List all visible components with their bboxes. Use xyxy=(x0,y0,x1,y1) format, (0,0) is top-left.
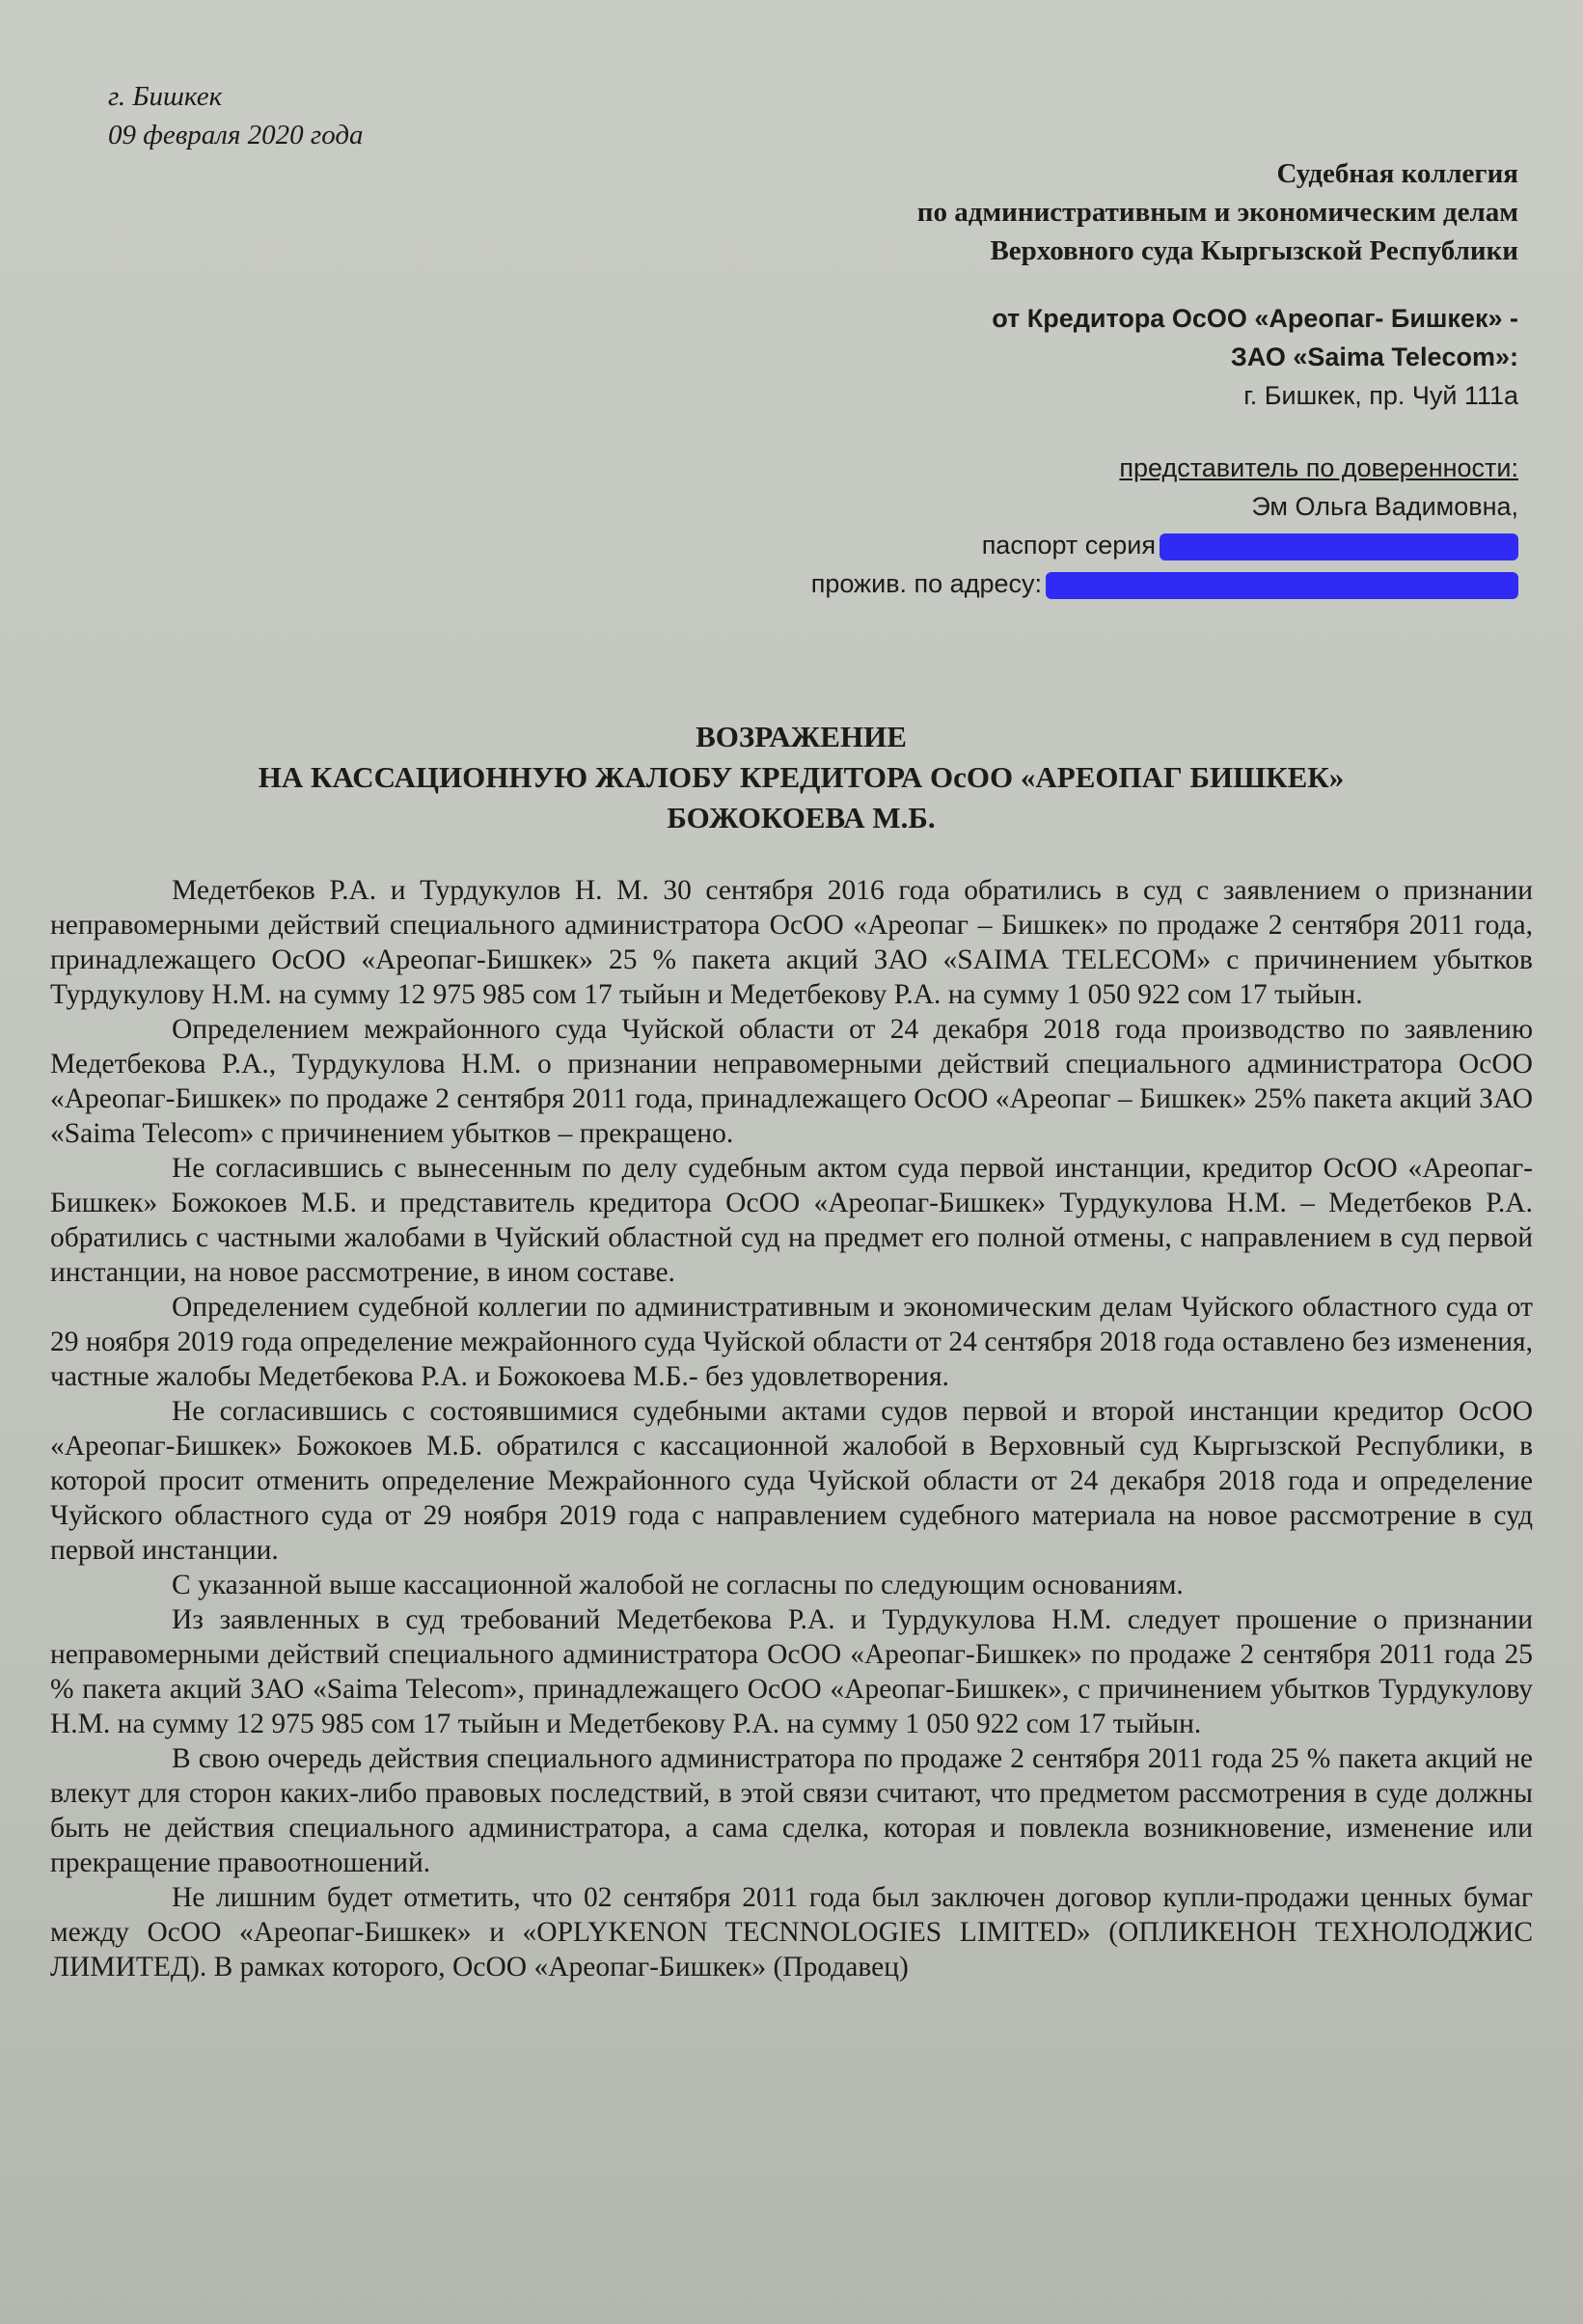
addressee-line-1: Судебная коллегия xyxy=(1276,158,1518,189)
representative-label: представитель по доверенности: xyxy=(1119,453,1518,482)
creditor-line-1: от Кредитора ОсОО «Ареопаг- Бишкек» - xyxy=(992,304,1518,333)
paragraph: Определением судебной коллегии по административным и экономическим делам Чуйского областного суда от 29 ноября 2019 года определение межрайонного суда Чуйской области от 24 сентября 2018 года оставлено без изменения, частные жалобы Медетбекова Р.А. и Божокоева М.Б.- без удовлетворения. xyxy=(50,1292,1533,1392)
creditor-address: г. Бишкек, пр. Чуй 111а xyxy=(1243,381,1518,410)
addressee-block xyxy=(917,154,1518,270)
document-date: 09 февраля 2020 года xyxy=(108,120,364,150)
paragraph: Медетбеков Р.А. и Турдукулов Н. М. 30 сентября 2016 года обратились в суд с заявлением о признании неправомерными действий специального администратора ОсОО «Ареопаг – Бишкек» по продаже 2 сентября 2011 года, принадлежащего ОсОО «Ареопаг-Бишкек» 25 % пакета акций ЗАО «SAIMA TELECOM» с причинением убытков Турдукулову Н.М. на сумму 12 975 985 сом 17 тыйын и Медетбекову Р.А. на сумму 1 050 922 сом 17 тыйын. xyxy=(50,875,1533,1010)
addressee-line-3: Верховного суда Кыргызской Республики xyxy=(990,235,1518,266)
representative-block xyxy=(811,449,1518,603)
address-row xyxy=(811,564,1518,603)
address-label: прожив. по адресу: xyxy=(810,569,1042,598)
paragraph: В свою очередь действия специального администратора по продаже 2 сентября 2011 года 25 % пакета акций не влекут для сторон каких-либо правовых последствий, в этой связи считают, что предметом рассмотрения в суде должны быть не действия специального администратора, а сама сделка, которая и повлекла возникновение, изменение или прекращение правоотношений. xyxy=(50,1743,1533,1878)
passport-redaction xyxy=(1160,533,1518,560)
title-line-2: НА КАССАЦИОННУЮ ЖАЛОБУ КРЕДИТОРА ОсОО «АРЕОПАГ БИШКЕК» xyxy=(258,760,1345,794)
creditor-block xyxy=(992,299,1518,415)
representative-name: Эм Ольга Вадимовна, xyxy=(1251,492,1518,521)
passport-row xyxy=(811,526,1518,564)
city: г. Бишкек xyxy=(108,81,223,112)
place-date-block xyxy=(108,77,364,154)
title-line-1: ВОЗРАЖЕНИЕ xyxy=(696,720,907,753)
paragraph: С указанной выше кассационной жалобой не согласны по следующим основаниям. xyxy=(172,1570,1184,1600)
title-line-3: БОЖОКОЕВА М.Б. xyxy=(667,801,936,834)
document-body xyxy=(50,873,1533,1984)
creditor-line-2: ЗАО «Saima Telecom»: xyxy=(1230,342,1518,371)
document-title xyxy=(174,717,1429,838)
paragraph: Не согласившись с вынесенным по делу судебным актом суда первой инстанции, кредитор ОсОО «Ареопаг-Бишкек» Божокоев М.Б. и представитель кредитора ОсОО «Ареопаг-Бишкек» Турдукулова Н.М. – Медетбеков Р.А. обратились с частными жалобами в Чуйский областной суд на предмет его полной отмены, с направлением в суд первой инстанции, на новое рассмотрение, в ином составе. xyxy=(50,1153,1533,1288)
passport-label: паспорт серия xyxy=(981,531,1156,560)
paragraph: Определением межрайонного суда Чуйской области от 24 декабря 2018 года производство по заявлению Медетбекова Р.А., Турдукулова Н.М. о признании неправомерными действий специального администратора ОсОО «Ареопаг-Бишкек» по продаже 2 сентября 2011 года, принадлежащего ОсОО «Ареопаг – Бишкек» 25% пакета акций ЗАО «Saima Telecom» с причинением убытков – прекращено. xyxy=(50,1014,1533,1149)
paragraph: Не лишним будет отметить, что 02 сентября 2011 года был заключен договор купли-продажи ценных бумаг между ОсОО «Ареопаг-Бишкек» и «OPLYKENON TECNNOLOGIES LIMITED» (ОПЛИКЕНОН ТЕХНОЛОДЖИС ЛИМИТЕД). В рамках которого, ОсОО «Ареопаг-Бишкек» (Продавец) xyxy=(50,1882,1533,1982)
addressee-line-2: по административным и экономическим делам xyxy=(916,197,1518,228)
paragraph: Из заявленных в суд требований Медетбекова Р.А. и Турдукулова Н.М. следует прошение о признании неправомерными действий специального администратора ОсОО «Ареопаг-Бишкек» по продаже 2 сентября 2011 года 25 % пакета акций ЗАО «Saima Telecom», принадлежащего ОсОО «Ареопаг-Бишкек», с причинением убытков Турдукулову Н.М. на сумму 12 975 985 сом 17 тыйын и Медетбекову Р.А. на сумму 1 050 922 сом 17 тыйын. xyxy=(50,1604,1533,1739)
address-redaction xyxy=(1046,572,1518,599)
paragraph: Не согласившись с состоявшимися судебными актами судов первой и второй инстанции кредитор ОсОО «Ареопаг-Бишкек» Божокоев М.Б. обратился с кассационной жалобой в Верховный суд Кыргызской Республики, в которой просит отменить определение Межрайонного суда Чуйской области от 24 декабря 2018 года и определение Чуйского областного суда от 29 ноября 2019 года с направлением судебного материала на новое рассмотрение в суд первой инстанции. xyxy=(50,1396,1533,1566)
